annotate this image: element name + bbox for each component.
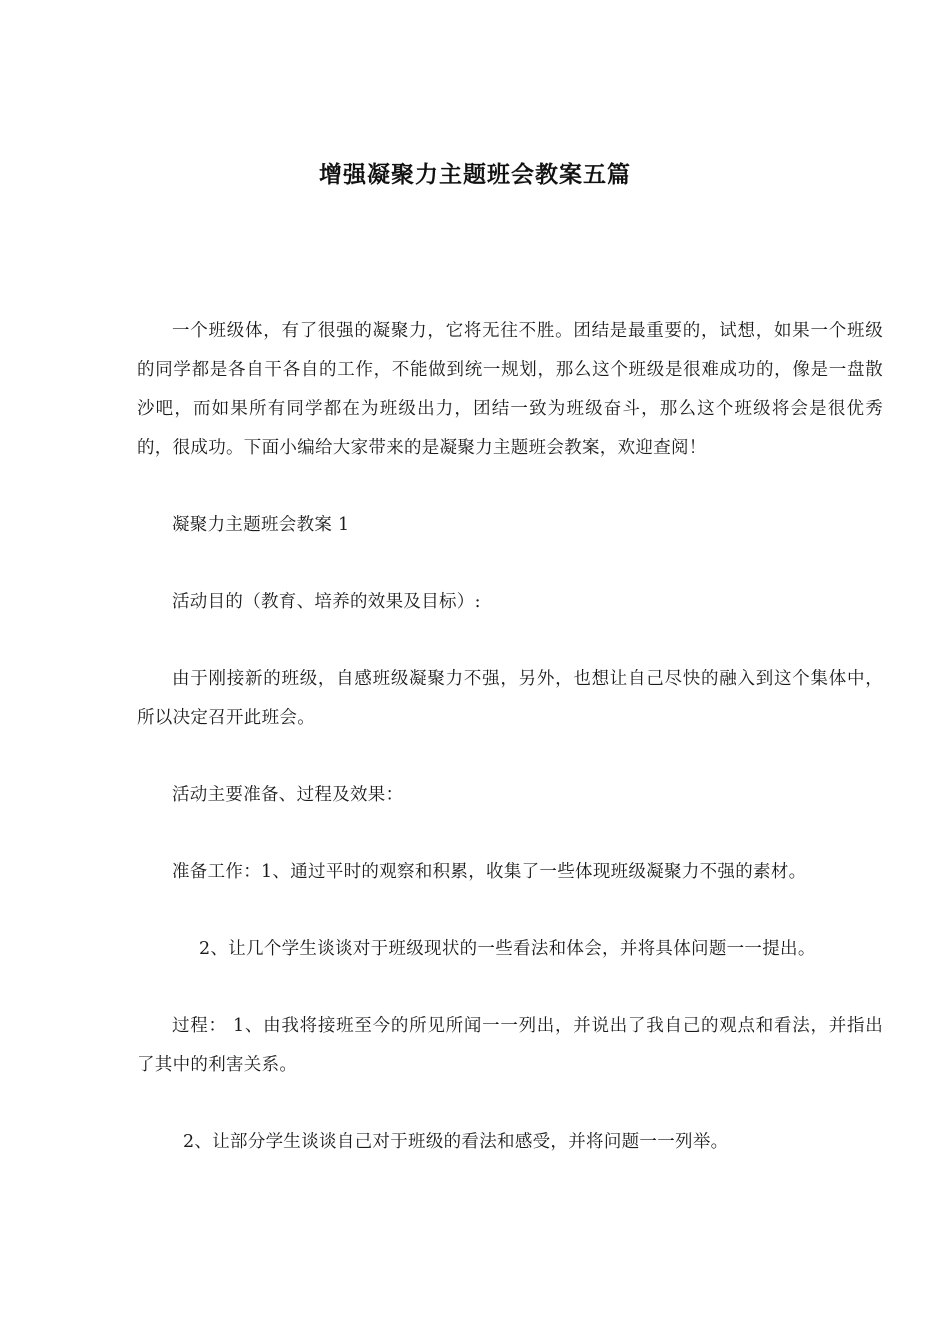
process-item-1: 过程： 1、由我将接班至今的所见所闻一一列出，并说出了我自己的观点和看法，并指出了其中的利害关系。: [137, 1016, 883, 1075]
section-heading-lesson-1: 凝聚力主题班会教案 1: [172, 515, 350, 535]
prep-item-2: 2、让几个学生谈谈对于班级现状的一些看法和体会，并将具体问题一一提出。: [199, 939, 816, 959]
document-title: 增强凝聚力主题班会教案五篇: [319, 162, 631, 188]
process-item-2: 2、让部分学生谈谈自己对于班级的看法和感受，并将问题一一列举。: [183, 1132, 729, 1152]
prep-item-1: 准备工作：1、通过平时的观察和积累，收集了一些体现班级凝聚力不强的素材。: [172, 862, 807, 882]
intro-paragraph: 一个班级体，有了很强的凝聚力，它将无往不胜。团结是最重要的，试想，如果一个班级的同学都是各自干各自的工作，不能做到统一规划，那么这个班级是很难成功的，像是一盘散沙吧，而如果所有同学都在为班级出力，团结一致为班级奋斗，那么这个班级将会是很优秀的，很成功。下面小编给大家带来的是凝聚力主题班会教案，欢迎查阅！: [137, 321, 883, 458]
activity-prep-heading: 活动主要准备、过程及效果：: [172, 785, 404, 805]
activity-goal-text: 由于刚接新的班级，自感班级凝聚力不强，另外，也想让自己尽快的融入到这个集体中，所以决定召开此班会。: [137, 669, 883, 728]
activity-goal-heading: 活动目的（教育、培养的效果及目标）:: [172, 592, 481, 612]
document-body: [137, 312, 883, 1162]
